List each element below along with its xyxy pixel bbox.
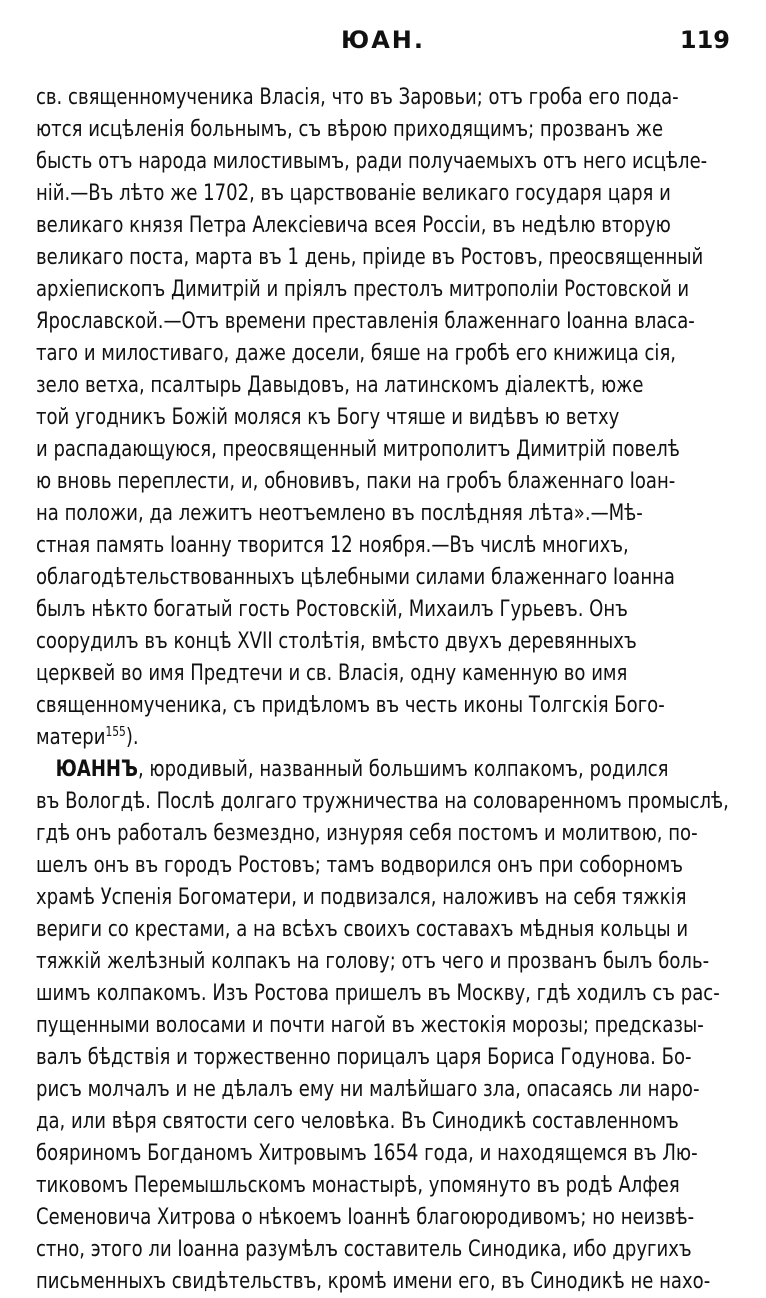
page-number: 119 (679, 26, 730, 54)
text-line: да, или вѣря святости сего человѣка. Въ Синодикѣ составленномъ (36, 1109, 679, 1134)
entry-headword: ЮАННЪ (55, 757, 138, 782)
text-line: ются исцѣленія больнымъ, съ вѣрою приходящимъ; прозванъ же (36, 117, 664, 142)
running-title: ЮАН. (341, 26, 425, 54)
paragraph-last-line: матери$^{155}$). (36, 725, 139, 750)
text-line: бояриномъ Богданомъ Хитровымъ 1654 года, и находящемся въ Лю- (36, 1141, 698, 1166)
text-line: великаго поста, марта въ 1 день, пріиде въ Ростовъ, преосвященный (36, 245, 704, 270)
text-line: ній.—Въ лѣто же 1702, въ царствованіе великаго государя царя и (36, 181, 671, 206)
text-line: въ Вологдѣ. Послѣ долгаго тружничества на соловаренномъ промыслѣ, (36, 789, 729, 814)
text-line: рисъ молчалъ и не дѣлалъ ему ни малѣйшаго зла, опасаясь ли наро- (36, 1077, 700, 1102)
text-line: стная память Іоанну творится 12 ноября.—Въ числѣ многихъ, (36, 533, 629, 558)
text-line: тиковомъ Перемышльскомъ монастырѣ, упомянуто въ родѣ Алфея (36, 1173, 680, 1198)
text-line: св. священномученика Власія, что въ Заровьи; отъ гроба его пода- (36, 85, 679, 110)
text-line: стно, этого ли Іоанна разумѣлъ составитель Синодика, ибо другихъ (36, 1237, 692, 1262)
text-line: соорудилъ въ концѣ XVII столѣтія, вмѣсто двухъ деревянныхъ (36, 629, 637, 654)
entry-first-line: ЮАННЪ, юродивый, названный большимъ колпакомъ, родился (55, 757, 669, 782)
text-line: бысть отъ народа милостивымъ, ради получаемыхъ отъ него исцѣле- (36, 149, 708, 174)
text-line: шелъ онъ въ городъ Ростовъ; тамъ водворился онъ при соборномъ (36, 853, 684, 878)
text-line: архіепископъ Димитрій и пріялъ престолъ митрополіи Ростовской и (36, 277, 690, 302)
text-line: письменныхъ свидѣтельствъ, кромѣ имени его, въ Синодикѣ не нахо- (36, 1269, 711, 1294)
paragraph-continuation (36, 82, 708, 722)
text-line: Семеновича Хитрова о нѣкоемъ Іоаннѣ благоюродивомъ; но неизвѣ- (36, 1205, 695, 1230)
text-line: пущенными волосами и почти нагой въ жестокія морозы; предсказы- (36, 1013, 704, 1038)
text-line: и распадающуюся, преосвященный митрополитъ Димитрій повелѣ (36, 437, 680, 462)
text-line: ю вновь переплести, и, обновивъ, паки на гробъ блаженнаго Іоан- (36, 469, 676, 494)
text-line: той угодникъ Божій моляся къ Богу чтяше и видѣвъ ю ветху (36, 405, 620, 430)
text-line: тяжкій желѣзный колпакъ на голову; отъ чего и прозванъ былъ боль- (36, 949, 710, 974)
text-line: таго и милостиваго, даже досели, бяше на гробѣ его книжица сія, (36, 341, 677, 366)
text-line: шимъ колпакомъ. Изъ Ростова пришелъ въ Москву, гдѣ ходилъ съ рас- (36, 981, 720, 1006)
text-line: великаго князя Петра Алексіевича всея Россіи, въ недѣлю вторую (36, 213, 671, 238)
text-line: священномученика, съ придѣломъ въ честь иконы Толгскія Бого- (36, 693, 665, 718)
body-text (36, 82, 729, 1298)
text-line: зело ветха, псалтырь Давыдовъ, на латинскомъ діалектѣ, юже (36, 373, 644, 398)
paragraph-entry-ioann (36, 786, 729, 1298)
text-line: былъ нѣкто богатый гость Ростовскій, Михаилъ Гурьевъ. Онъ (36, 597, 628, 622)
running-head (36, 26, 730, 60)
text-line: гдѣ онъ работалъ безмездно, изнуряя себя постомъ и молитвою, по- (36, 821, 698, 846)
text-line: облагодѣтельствованныхъ цѣлебными силами блаженнаго Іоанна (36, 565, 675, 590)
text-line: на положи, да лежитъ неотъемлено въ послѣдняя лѣта».—Мѣ- (36, 501, 643, 526)
footnote-marker: 155 (105, 725, 126, 740)
text-line: храмѣ Успенія Богоматери, и подвизался, наложивъ на себя тяжкія (36, 885, 687, 910)
text-line: вериги со крестами, а на всѣхъ своихъ составахъ мѣдныя кольцы и (36, 917, 689, 942)
text-line: валъ бѣдствія и торжественно порицалъ царя Бориса Годунова. Бо- (36, 1045, 692, 1070)
text-line: Ярославской.—Отъ времени преставленія блаженнаго Іоанна власа- (36, 309, 695, 334)
text-line: церквей во имя Предтечи и св. Власія, одну каменную во имя (36, 661, 628, 686)
